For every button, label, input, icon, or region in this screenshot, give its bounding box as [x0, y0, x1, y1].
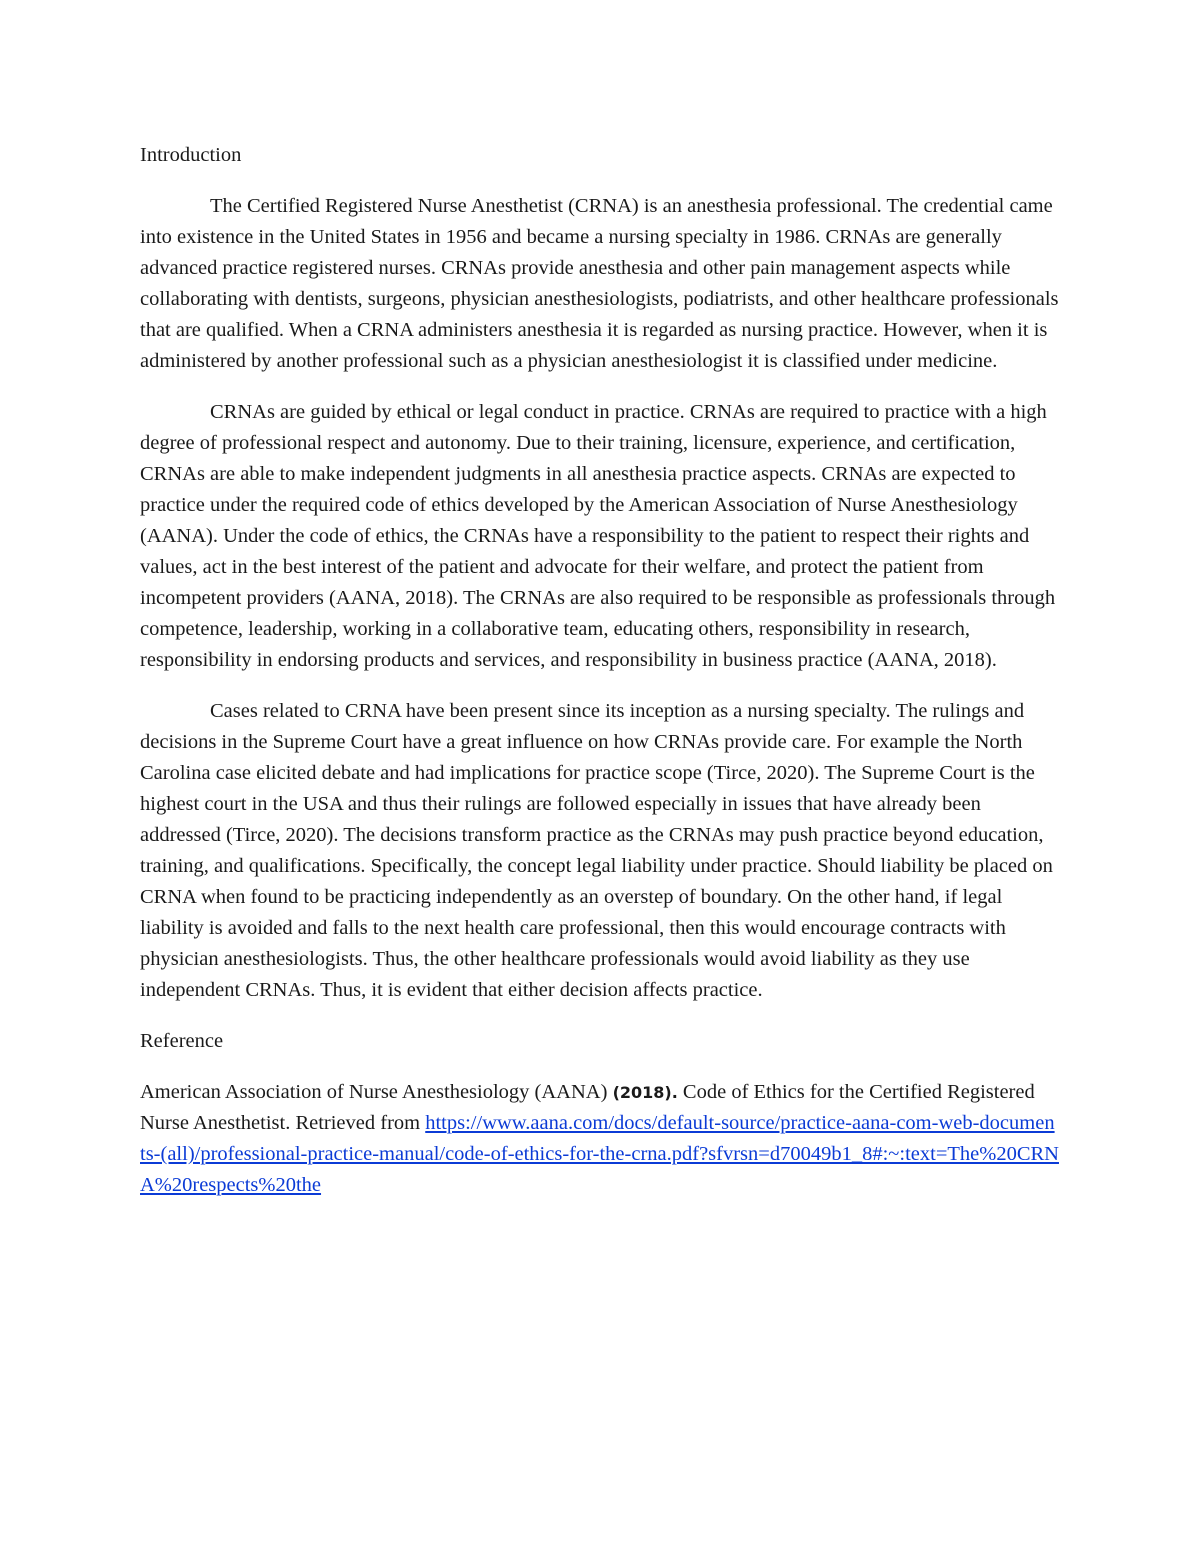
reference-year: (2018).	[612, 1083, 678, 1102]
reference-text: Code of Ethics for the Certified Registered Nurse Anesthetist. Retrieved from	[140, 1081, 1035, 1134]
reference-heading: Reference	[140, 1030, 224, 1052]
paragraph-1: The Certified Registered Nurse Anesthetist (CRNA) is an anesthesia professional. The credential came into existence in the United States in 1956 and became a nursing specialty in 1986. CRNAs are generally advanced practice registered nurses. CRNAs provide anesthesia and other pain management aspects while collaborating with dentists, surgeons, physician anesthesiologists, podiatrists, and other healthcare professionals that are qualified. When a CRNA administers anesthesia it is regarded as nursing practice. However, when it is administered by another professional such as a physician anesthesiologist it is classified under medicine.	[140, 195, 1059, 372]
paragraph-2: CRNAs are guided by ethical or legal conduct in practice. CRNAs are required to practice with a high degree of professional respect and autonomy. Due to their training, licensure, experience, and certification, CRNAs are able to make independent judgments in all anesthesia practice aspects. CRNAs are expected to practice under the required code of ethics developed by the American Association of Nurse Anesthesiology (AANA). Under the code of ethics, the CRNAs have a responsibility to the patient to respect their rights and values, act in the best interest of the patient and advocate for their welfare, and protect the patient from incompetent providers (AANA, 2018). The CRNAs are also required to be responsible as professionals through competence, leadership, working in a collaborative team, educating others, responsibility in research, responsibility in endorsing products and services, and responsibility in business practice (AANA, 2018).	[140, 401, 1056, 671]
reference-link[interactable]: https://www.aana.com/docs/default-source/practice-aana-com-web-documents-(all)/professional-practice-manual/code-of-ethics-for-the-crna.pdf?sfvrsn=d70049b1_8#:~:text=The%20CRNA%20respects%20the	[140, 1112, 1059, 1196]
paragraph-3: Cases related to CRNA have been present since its inception as a nursing specialty. The rulings and decisions in the Supreme Court have a great influence on how CRNAs provide care. For example the North Carolina case elicited debate and had implications for practice scope (Tirce, 2020). The Supreme Court is the highest court in the USA and thus their rulings are followed especially in issues that have already been addressed (Tirce, 2020). The decisions transform practice as the CRNAs may push practice beyond education, training, and qualifications. Specifically, the concept legal liability under practice. Should liability be placed on CRNA when found to be practicing independently as an overstep of boundary. On the other hand, if legal liability is avoided and falls to the next health care professional, then this would encourage contracts with physician anesthesiologists. Thus, the other healthcare professionals would avoid liability as they use independent CRNAs. Thus, it is evident that either decision affects practice.	[140, 700, 1053, 1001]
section-heading: Introduction	[140, 144, 242, 166]
reference-author: American Association of Nurse Anesthesiology (AANA)	[140, 1081, 613, 1103]
reference-entry	[140, 1077, 1060, 1201]
document-body	[140, 140, 1060, 1201]
